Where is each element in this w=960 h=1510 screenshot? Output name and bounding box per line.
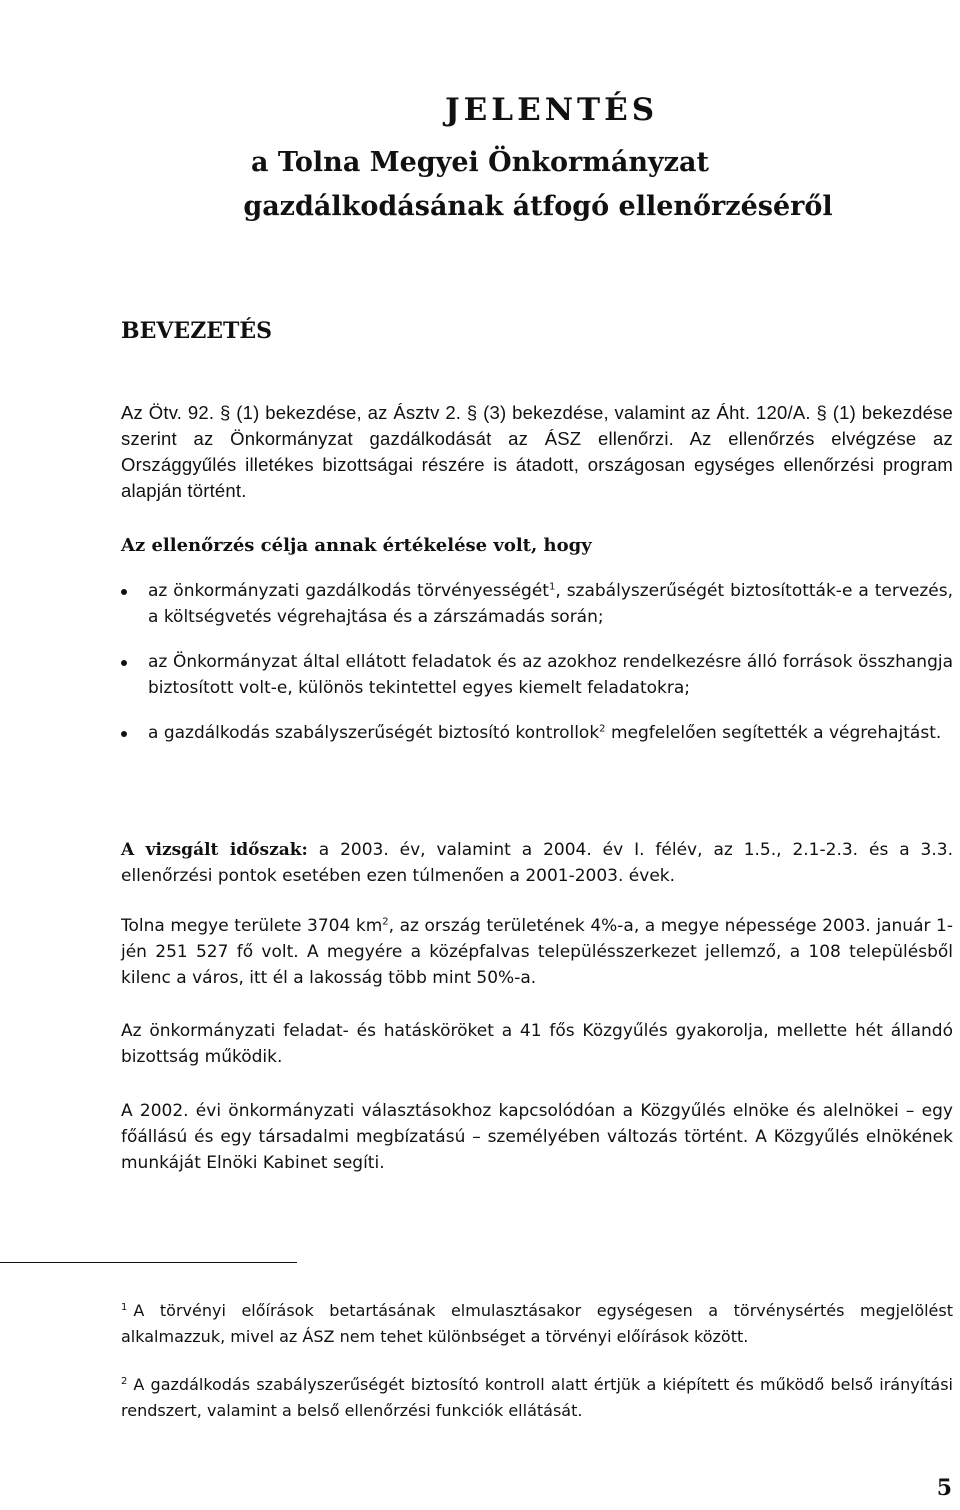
bullet-text: az Önkormányzat által ellátott feladatok és az azokhoz rendelkezésre álló források összhangja biztosított volt-e, különös tekintettel egyes kiemelt feladatokra; bbox=[148, 652, 953, 698]
bullet-text: a gazdálkodás szabályszerűségét biztosító kontrollok bbox=[148, 723, 600, 743]
aim-heading: Az ellenőrzés célja annak értékelése volt, hogy bbox=[121, 535, 592, 556]
county-unit-sup: 2 bbox=[382, 916, 389, 928]
bullet-dot-icon bbox=[121, 731, 127, 737]
period-paragraph-block bbox=[121, 837, 953, 889]
county-text: Tolna megye területe 3704 km bbox=[121, 916, 383, 936]
aim-bullet-item bbox=[121, 720, 953, 746]
aim-heading-block bbox=[121, 533, 953, 559]
footnote-divider bbox=[0, 1262, 297, 1263]
footnote-2 bbox=[121, 1372, 953, 1424]
report-title: JELENTÉS bbox=[445, 92, 659, 128]
footnote-text-1 bbox=[121, 1298, 953, 1350]
footnote-ref[interactable]: 2 bbox=[599, 723, 606, 735]
footnote-1 bbox=[121, 1298, 953, 1350]
intro-paragraph: Az Ötv. 92. § (1) bekezdése, az Ásztv 2. § (3) bekezdése, valamint az Áht. 120/A. § (1) bekezdése szerint az Önkormányzat gazdálkodását az ÁSZ ellenőrzi. Az ellenőrzés elvégzése az Országgyűlés illetékes bizottságai részére is átadott, országosan egységes ellenőrzési program alapján történt. bbox=[121, 402, 953, 501]
footnote-body: A gazdálkodás szabályszerűségét biztosító kontroll alatt értjük a kiépített és működő belső irányítási rendszert, valamint a belső ellenőrzési funkciók ellátását. bbox=[121, 1375, 953, 1420]
county-text-cont: , az ország területének 4%-a, a megye népessége 2003. január 1-jén 251 527 fő volt. A megyére a középfalvas településszerkezet jellemző, a 108 településből kilenc a város, itt él a lakosság több mint 50%-a. bbox=[121, 916, 954, 988]
bullet-text-cont: megfelelően segítették a végrehajtást. bbox=[605, 723, 942, 743]
duties-paragraph: Az önkormányzati feladat- és hatásköröket a 41 fős Közgyűlés gyakorolja, mellette hét állandó bizottság működik. bbox=[121, 1021, 953, 1067]
county-paragraph bbox=[121, 913, 953, 991]
footnote-text-2 bbox=[121, 1372, 953, 1424]
period-label: A vizsgált időszak: bbox=[121, 840, 308, 860]
bullet-text: az önkormányzati gazdálkodás törvényességét bbox=[148, 581, 549, 601]
footnote-ref[interactable]: 1 bbox=[548, 581, 556, 593]
election-paragraph: A 2002. évi önkormányzati választásokhoz kapcsolódóan a Közgyűlés elnöke és alelnökei – egy főállású és egy társadalmi megbízatású – személyében változás történt. A Közgyűlés elnökének munkáját Elnöki Kabinet segíti. bbox=[121, 1101, 953, 1173]
bullet-dot-icon bbox=[121, 589, 127, 595]
page-number: 5 bbox=[936, 1475, 952, 1501]
footnote-number: 2 bbox=[121, 1375, 128, 1387]
footnote-body: A törvényi előírások betartásának elmulasztásakor egységesen a törvénysértés megjelölést alkalmazzuk, mivel az ÁSZ nem tehet különbséget a törvényi előírások között. bbox=[121, 1301, 953, 1346]
aim-bullet-item bbox=[121, 649, 953, 701]
footnote-number: 1 bbox=[121, 1301, 128, 1313]
bullet-dot-icon bbox=[121, 660, 127, 666]
bullet-text-cont: , szabályszerűségét biztosították-e a tervezés, a költségvetés végrehajtása és a zárszámadás során; bbox=[148, 581, 953, 627]
period-text: a 2003. év, valamint a 2004. év I. félév, az 1.5., 2.1-2.3. és a 3.3. ellenőrzési pontok esetében ezen túlmenően a 2001-2003. évek. bbox=[121, 840, 953, 886]
duties-paragraph-block bbox=[121, 1018, 953, 1070]
aim-bullet-item bbox=[121, 578, 953, 630]
section-heading: BEVEZETÉS bbox=[121, 318, 273, 344]
intro-paragraph-block bbox=[121, 400, 953, 504]
report-subtitle-line1: a Tolna Megyei Önkormányzat bbox=[251, 147, 709, 178]
county-paragraph-block bbox=[121, 913, 953, 991]
period-paragraph bbox=[121, 837, 953, 889]
election-paragraph-block bbox=[121, 1098, 953, 1176]
report-subtitle-line2: gazdálkodásának átfogó ellenőrzéséről bbox=[243, 191, 833, 222]
aim-bullet-list bbox=[121, 578, 953, 765]
